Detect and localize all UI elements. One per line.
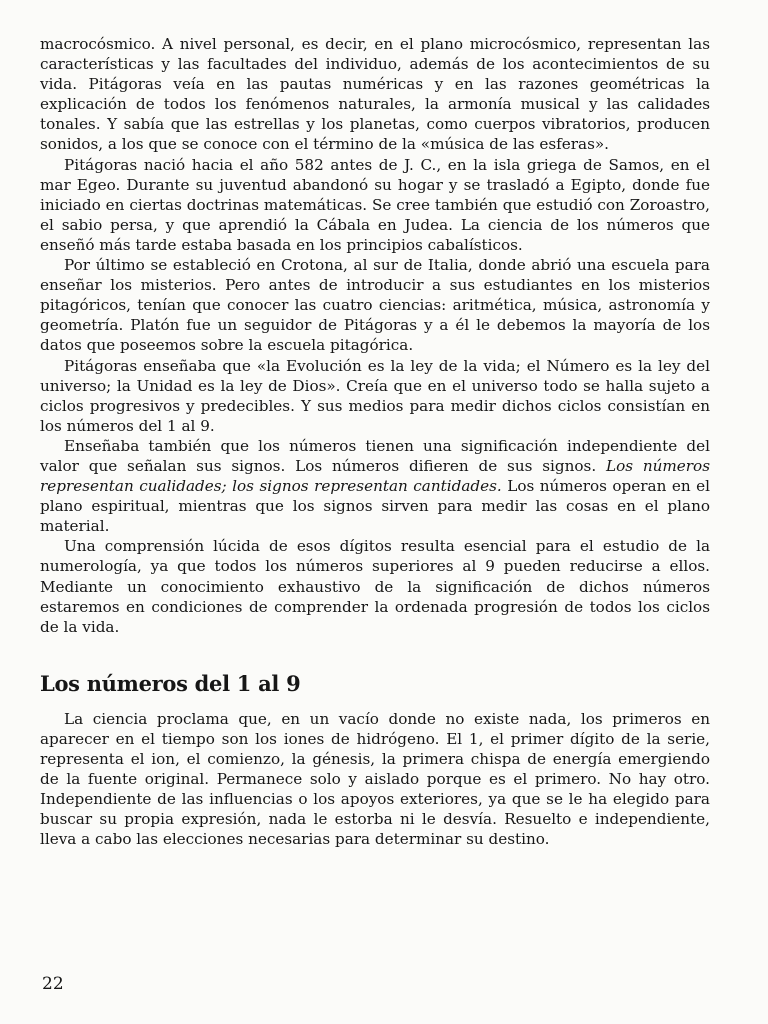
paragraph-macrocosmico: macrocósmico. A nivel personal, es decir, en el plano microcósmico, representan las características y las facultades del individuo, además de los acontecimientos de su vida. Pitágoras veía en las pautas numéricas y en las razones geométricas la explicación de todos los fenómenos naturales, la armonía musical y las calidades tonales. Y sabía que las estrellas y los planetas, como cuerpos vibratorios, producen sonidos, a los que se conoce con el término de la «música de las esferas».	[40, 35, 710, 154]
paragraph-evolucion: Pitágoras enseñaba que «la Evolución es la ley de la vida; el Número es la ley del universo; la Unidad es la ley de Dios». Creía que en el universo todo se halla sujeto a ciclos progresivos y predecibles. Y sus medios para medir dichos ciclos consistían en los números del 1 al 9.	[40, 356, 710, 435]
paragraph-ciencia-proclama: La ciencia proclama que, en un vacío donde no existe nada, los primeros en aparecer en el tiempo son los iones de hidrógeno. El 1, el primer dígito de la serie, representa el ion, el comienzo, la génesis, la primera chispa de energía emergiendo de la fuente original. Permanece solo y aislado porque es el primero. No hay otro. Independiente de las influencias o los apoyos exteriores, ya que se le ha elegido para buscar su propia expresión, nada le estorba ni le desvía. Resuelto e independiente, lleva a cabo las elecciones necesarias para determinar su destino.	[40, 709, 710, 849]
section-heading: Los números del 1 al 9	[40, 670, 301, 696]
paragraph-signos-italic: Los números representan cualidades; los signos representan cantidades.	[40, 456, 710, 496]
paragraph-signos	[40, 436, 710, 536]
page-number: 22	[42, 974, 64, 994]
paragraph-signos-text-after: Los números operan en el plano espiritual, mientras que los signos sirven para medir las cosas en el plano material.	[40, 477, 710, 536]
paragraph-pitagoras-nacio: Pitágoras nació hacia el año 582 antes de J. C., en la isla griega de Samos, en el mar Egeo. Durante su juventud abandonó su hogar y se trasladó a Egipto, donde fue iniciado en ciertas doctrinas matemáticas. Se cree también que estudió con Zoroastro, el sabio persa, y que aprendió la Cábala en Judea. La ciencia de los números que enseñó más tarde estaba basada en los principios cabalísticos.	[40, 155, 710, 254]
paragraph-comprension: Una comprensión lúcida de esos dígitos resulta esencial para el estudio de la numerología, ya que todos los números superiores al 9 pueden reducirse a ellos. Mediante un conocimiento exhaustivo de la significación de dichos números estaremos en condiciones de comprender la ordenada progresión de todos los ciclos de la vida.	[40, 537, 710, 636]
book-page	[40, 34, 710, 849]
paragraph-crotona: Por último se estableció en Crotona, al sur de Italia, donde abrió una escuela para enseñar los misterios. Pero antes de introducir a sus estudiantes en los misterios pitagóricos, tenían que conocer las cuatro ciencias: aritmética, música, astronomía y geometría. Platón fue un seguidor de Pitágoras y a él le debemos la mayoría de los datos que poseemos sobre la escuela pitagórica.	[40, 256, 710, 355]
paragraph-signos-text-before: Enseñaba también que los números tienen una significación independiente del valor que señalan sus signos. Los números difieren de sus signos.	[40, 436, 710, 475]
